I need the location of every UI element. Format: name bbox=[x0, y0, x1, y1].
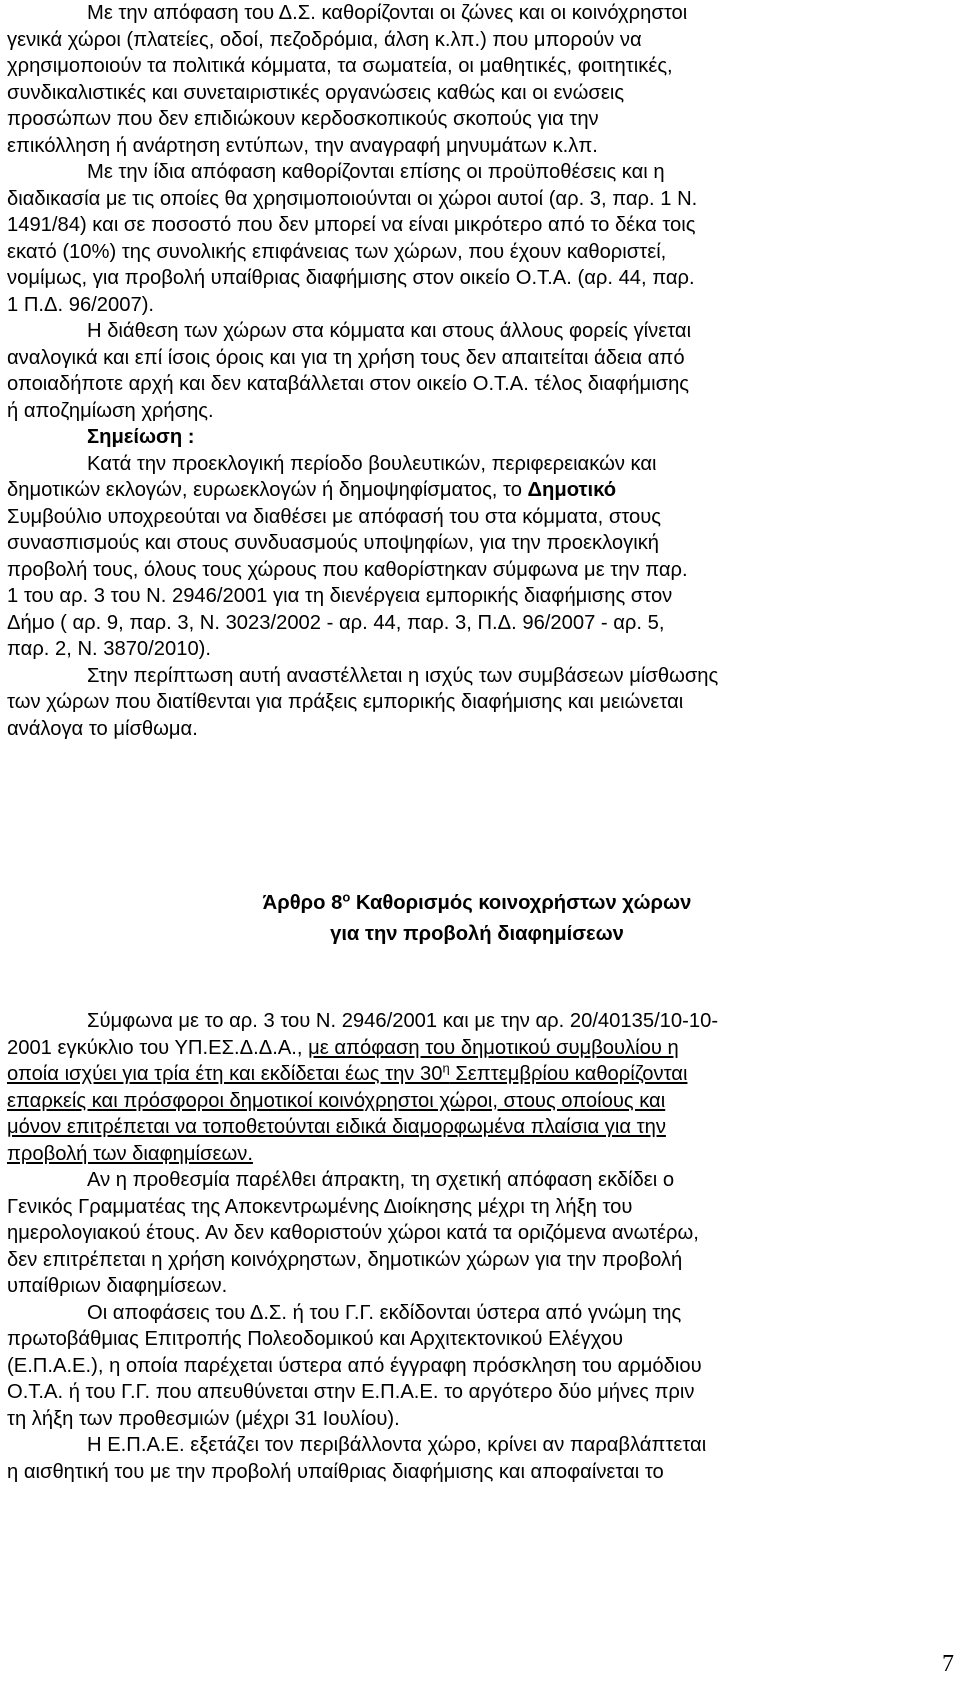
text-line: ή αποζημίωση χρήσης. bbox=[7, 399, 214, 422]
note-heading: Σημείωση : bbox=[87, 426, 195, 448]
text-line: Κατά την προεκλογική περίοδο βουλευτικών, περιφερειακών και bbox=[87, 452, 657, 475]
text-line: προσώπων που δεν επιδιώκουν κερδοσκοπικούς σκοπούς για την bbox=[7, 108, 599, 130]
text-line: συνασπισμούς και στους συνδυασμούς υποψηφίων, για την προεκλογική bbox=[7, 532, 660, 554]
ordinal-suffix: η bbox=[442, 1060, 450, 1076]
underlined-text: με απόφαση του δημοτικού συμβουλίου η bbox=[308, 1036, 679, 1059]
bold-term: Δημοτικό bbox=[527, 479, 617, 501]
text-line: 1491/84) και σε ποσοστό που δεν μπορεί να είναι μικρότερο από το δέκα τοις bbox=[7, 214, 696, 236]
text-line: ημερολογιακού έτους. Αν δεν καθοριστούν χώροι κατά τα οριζόμενα ανωτέρω, bbox=[7, 1222, 699, 1244]
article-title-line-2: για την προβολή διαφημίσεων bbox=[330, 923, 624, 945]
text-span: 2001 εγκύκλιο του ΥΠ.ΕΣ.Δ.Δ.Α., bbox=[7, 1036, 309, 1059]
text-line: των χώρων που διατίθενται για πράξεις εμπορικής διαφήμισης και μειώνεται bbox=[7, 691, 684, 713]
text-line: Με την ίδια απόφαση καθορίζονται επίσης οι προϋποθέσεις και η bbox=[87, 161, 665, 183]
intro-paragraphs bbox=[7, 0, 947, 742]
text-line: πρωτοβάθμιας Επιτροπής Πολεοδομικού και Αρχιτεκτονικού Ελέγχου bbox=[7, 1328, 624, 1350]
text-line: Οι αποφάσεις του Δ.Σ. ή του Γ.Γ. εκδίδονται ύστερα από γνώμη της bbox=[87, 1301, 682, 1324]
text-span: δημοτικών εκλογών, ευρωεκλογών ή δημοψηφίσματος, το bbox=[7, 479, 522, 501]
text-line bbox=[7, 477, 947, 504]
text-line: Η διάθεση των χώρων στα κόμματα και στους άλλους φορείς γίνεται bbox=[87, 320, 692, 342]
underlined-text: οποία ισχύει για τρία έτη και εκδίδεται έως την 30 bbox=[7, 1063, 443, 1085]
text-line: 1 του αρ. 3 του Ν. 2946/2001 για τη διενέργεια εμπορικής διαφήμισης στον bbox=[7, 585, 673, 607]
text-line: Δήμο ( αρ. 9, παρ. 3, Ν. 3023/2002 - αρ. 44, παρ. 3, Π.Δ. 96/2007 - αρ. 5, bbox=[7, 611, 665, 634]
text-line: Με την απόφαση του Δ.Σ. καθορίζονται οι ζώνες και οι κοινόχρηστοι bbox=[87, 2, 688, 24]
text-line: παρ. 2, Ν. 3870/2010). bbox=[7, 638, 212, 660]
text-line: γενικά χώροι (πλατείες, οδοί, πεζοδρόμια, άλση κ.λπ.) που μπορούν να bbox=[7, 28, 642, 51]
text-line: μόνον επιτρέπεται να τοποθετούνται ειδικά διαμορφωμένα πλαίσια για την bbox=[7, 1116, 666, 1138]
text-line: οποιαδήποτε αρχή και δεν καταβάλλεται στον οικείο Ο.Τ.Α. τέλος διαφήμισης bbox=[7, 373, 690, 395]
article-body bbox=[7, 1008, 947, 1485]
text-line: επικόλληση ή ανάρτηση εντύπων, την αναγραφή μηνυμάτων κ.λπ. bbox=[7, 134, 598, 157]
underlined-text: Σεπτεμβρίου καθορίζονται bbox=[449, 1063, 688, 1085]
text-line: Σύμφωνα με το αρ. 3 του Ν. 2946/2001 και με την αρ. 20/40135/10-10- bbox=[87, 1010, 719, 1032]
text-line: εκατό (10%) της συνολικής επιφάνειας των χώρων, που έχουν καθοριστεί, bbox=[7, 240, 667, 263]
page-number: 7 bbox=[942, 1651, 954, 1677]
text-line: Στην περίπτωση αυτή αναστέλλεται η ισχύς των συμβάσεων μίσθωσης bbox=[87, 664, 719, 687]
text-line: προβολή των διαφημίσεων. bbox=[7, 1142, 253, 1165]
text-line: 1 Π.Δ. 96/2007). bbox=[7, 293, 155, 316]
text-line: αναλογικά και επί ίσοις όροις και για τη χρήση τους δεν απαιτείται άδεια από bbox=[7, 346, 685, 369]
article-title-line-1 bbox=[7, 888, 947, 919]
text-line: δεν επιτρέπεται η χρήση κοινόχρηστων, δημοτικών χώρων για την προβολή bbox=[7, 1248, 683, 1271]
text-line bbox=[7, 1035, 947, 1062]
text-line: συνδικαλιστικές και συνεταιριστικές οργανώσεις καθώς και οι ενώσεις bbox=[7, 81, 625, 104]
article-ordinal: ο bbox=[342, 889, 351, 905]
text-line: Η Ε.Π.Α.Ε. εξετάζει τον περιβάλλοντα χώρο, κρίνει αν παραβλάπτεται bbox=[87, 1434, 707, 1456]
text-line: ανάλογα το μίσθωμα. bbox=[7, 717, 198, 740]
text-line: επαρκείς και πρόσφοροι δημοτικοί κοινόχρηστοι χώροι, στους οποίους και bbox=[7, 1089, 666, 1112]
article-heading: Καθορισμός κοινοχρήστων χώρων bbox=[350, 892, 692, 914]
text-line: προβολή τους, όλους τους χώρους που καθορίστηκαν σύμφωνα με την παρ. bbox=[7, 558, 688, 581]
text-line: (Ε.Π.Α.Ε.), η οποία παρέχεται ύστερα από έγγραφη πρόσκληση του αρμόδιου bbox=[7, 1354, 702, 1377]
text-line: νομίμως, για προβολή υπαίθριας διαφήμισης στον οικείο Ο.Τ.Α. (αρ. 44, παρ. bbox=[7, 267, 695, 289]
text-line: τη λήξη των προθεσμιών (μέχρι 31 Ιουλίου). bbox=[7, 1407, 400, 1430]
article-number: Άρθρο 8 bbox=[262, 892, 343, 914]
text-line: Αν η προθεσμία παρέλθει άπρακτη, τη σχετική απόφαση εκδίδει ο bbox=[87, 1169, 675, 1191]
text-line: διαδικασία με τις οποίες θα χρησιμοποιούνται οι χώροι αυτοί (αρ. 3, παρ. 1 Ν. bbox=[7, 187, 698, 210]
text-line: Συμβούλιο υποχρεούται να διαθέσει με απόφασή του στα κόμματα, στους bbox=[7, 505, 662, 528]
text-line bbox=[7, 1061, 947, 1088]
text-line: η αισθητική του με την προβολή υπαίθριας διαφήμισης και αποφαίνεται το bbox=[7, 1460, 664, 1483]
text-line: Γενικός Γραμματέας της Αποκεντρωμένης Διοίκησης μέχρι τη λήξη του bbox=[7, 1195, 633, 1218]
text-line: χρησιμοποιούν τα πολιτικά κόμματα, τα σωματεία, οι μαθητικές, φοιτητικές, bbox=[7, 55, 673, 77]
text-line: υπαίθριων διαφημίσεων. bbox=[7, 1275, 228, 1297]
article-title bbox=[7, 888, 947, 950]
text-line: Ο.Τ.Α. ή του Γ.Γ. που απευθύνεται στην Ε.Π.Α.Ε. το αργότερο δύο μήνες πριν bbox=[7, 1381, 695, 1403]
